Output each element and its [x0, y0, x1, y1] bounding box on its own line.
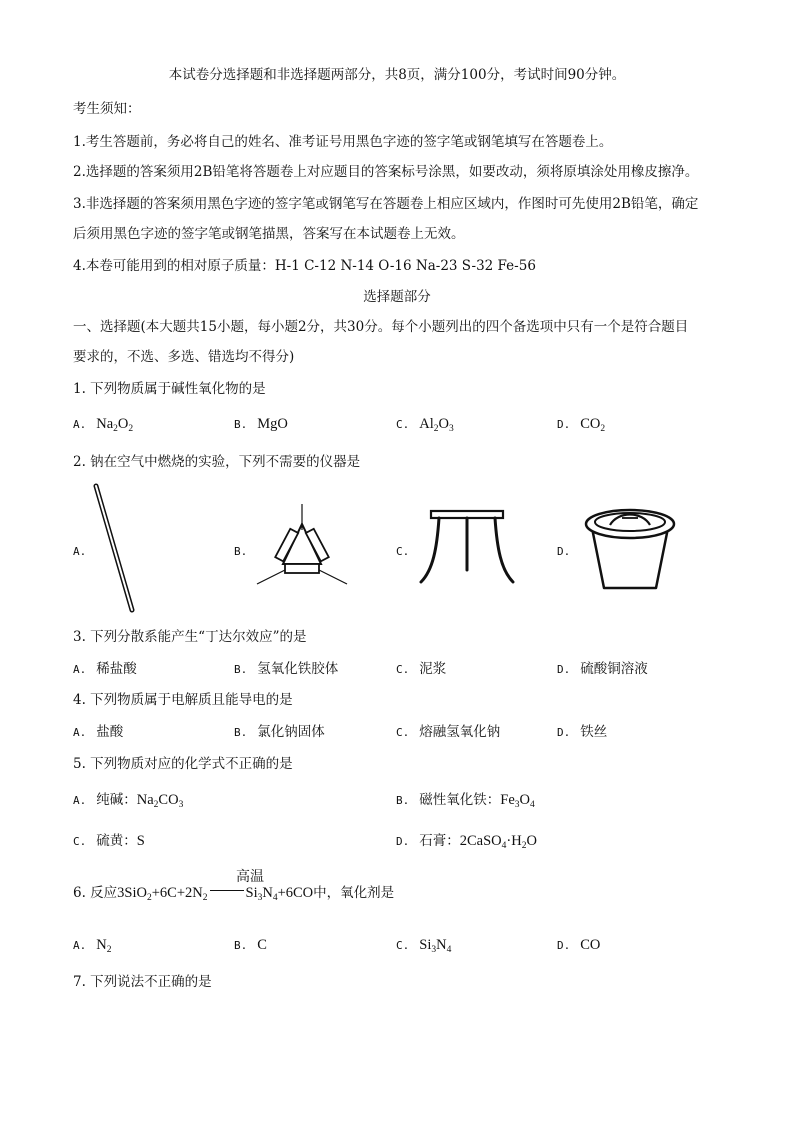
clay-triangle-image — [255, 500, 350, 592]
glass-rod-image — [92, 482, 142, 614]
q1-option-c: C. $Al_2O_3$ — [396, 416, 454, 434]
q5-option-b: B. 磁性氧化铁：$Fe_3O_4$ — [396, 792, 535, 810]
q2-stem: 2. 钠在空气中燃烧的实验，下列不需要的仪器是 — [73, 454, 361, 470]
q3-stem: 3. 下列分散系能产生“丁达尔效应”的是 — [73, 629, 307, 645]
q1-stem: 1. 下列物质属于碱性氧化物的是 — [73, 381, 266, 397]
q5-option-a: A. 纯碱：$Na_2CO_3$ — [73, 792, 184, 810]
reaction-condition: 高温 — [236, 870, 264, 885]
q1-option-a: A. $Na_2O_2$ — [73, 416, 134, 434]
q2-label-b: B. — [234, 545, 248, 558]
section-instructions-1: 一、选择题(本大题共15小题，每小题2分，共30分。每个小题列出的四个备选项中只有一个是符合题目 — [73, 319, 689, 335]
q6-option-a: A. $N_2$ — [73, 937, 112, 955]
notice-3: 3.非选择题的答案须用黑色字迹的签字笔或钢笔写在答题卷上相应区域内，作图时可先使用2B铅笔，确定 — [73, 196, 699, 212]
section-instructions-2: 要求的，不选、多选、错选均不得分) — [73, 349, 295, 365]
q1-option-d: D. $CO_2$ — [557, 416, 606, 434]
q4-option-a: A. 盐酸 — [73, 724, 124, 740]
q2-label-a: A. — [73, 545, 87, 558]
notice-1: 1.考生答题前，务必将自己的姓名、准考证号用黑色字迹的签字笔或钢笔填写在答题卷上。 — [73, 134, 613, 150]
tripod-image — [417, 508, 517, 588]
crucible-image — [580, 494, 680, 594]
q6-option-d: D. CO — [557, 937, 601, 953]
exam-intro: 本试卷分选择题和非选择题两部分，共8页，满分100分，考试时间90分钟。 — [168, 67, 626, 83]
q3-option-c: C. 泥浆 — [396, 661, 447, 677]
q6-option-b: B. C — [234, 937, 267, 953]
notice-2: 2.选择题的答案须用2B铅笔将答题卷上对应题目的答案标号涂黑，如要改动，须将原填涂处用橡皮擦净。 — [73, 164, 699, 180]
q3-option-d: D. 硫酸铜溶液 — [557, 661, 648, 677]
q6-stem: 6. 反应$3SiO_2+6C+2N_2$ $Si_3N_4+6CO$中，氧化剂是 — [73, 885, 395, 903]
q2-label-c: C. — [396, 545, 410, 558]
section-title: 选择题部分 — [363, 289, 431, 305]
q4-option-d: D. 铁丝 — [557, 724, 608, 740]
q4-option-b: B. 氯化钠固体 — [234, 724, 325, 740]
notice-3-cont: 后须用黑色字迹的签字笔或钢笔描黑，答案写在本试题卷上无效。 — [73, 226, 465, 242]
q3-option-b: B. 氢氧化铁胶体 — [234, 661, 339, 677]
notice-title: 考生须知： — [73, 101, 141, 117]
reaction-arrow — [210, 890, 244, 892]
q1-option-b: B. MgO — [234, 416, 288, 432]
q2-label-d: D. — [557, 545, 571, 558]
q7-stem: 7. 下列说法不正确的是 — [73, 974, 212, 990]
notice-4: 4.本卷可能用到的相对原子质量：H-1 C-12 N-14 O-16 Na-23 S-32 Fe-56 — [73, 258, 536, 274]
q5-option-d: D. 石膏：$2CaSO_4\cdot H_2O$ — [396, 833, 537, 851]
q3-option-a: A. 稀盐酸 — [73, 661, 137, 677]
q6-option-c: C. $Si_3N_4$ — [396, 937, 452, 955]
q4-option-c: C. 熔融氢氧化钠 — [396, 724, 501, 740]
q5-stem: 5. 下列物质对应的化学式不正确的是 — [73, 756, 293, 772]
q5-option-c: C. 硫黄：S — [73, 833, 145, 849]
q6-equation-products: $Si_3N_4+6CO$ — [245, 885, 314, 903]
q6-equation-reactants: $3SiO_2+6C+2N_2$ — [117, 885, 208, 903]
q4-stem: 4. 下列物质属于电解质且能导电的是 — [73, 692, 293, 708]
